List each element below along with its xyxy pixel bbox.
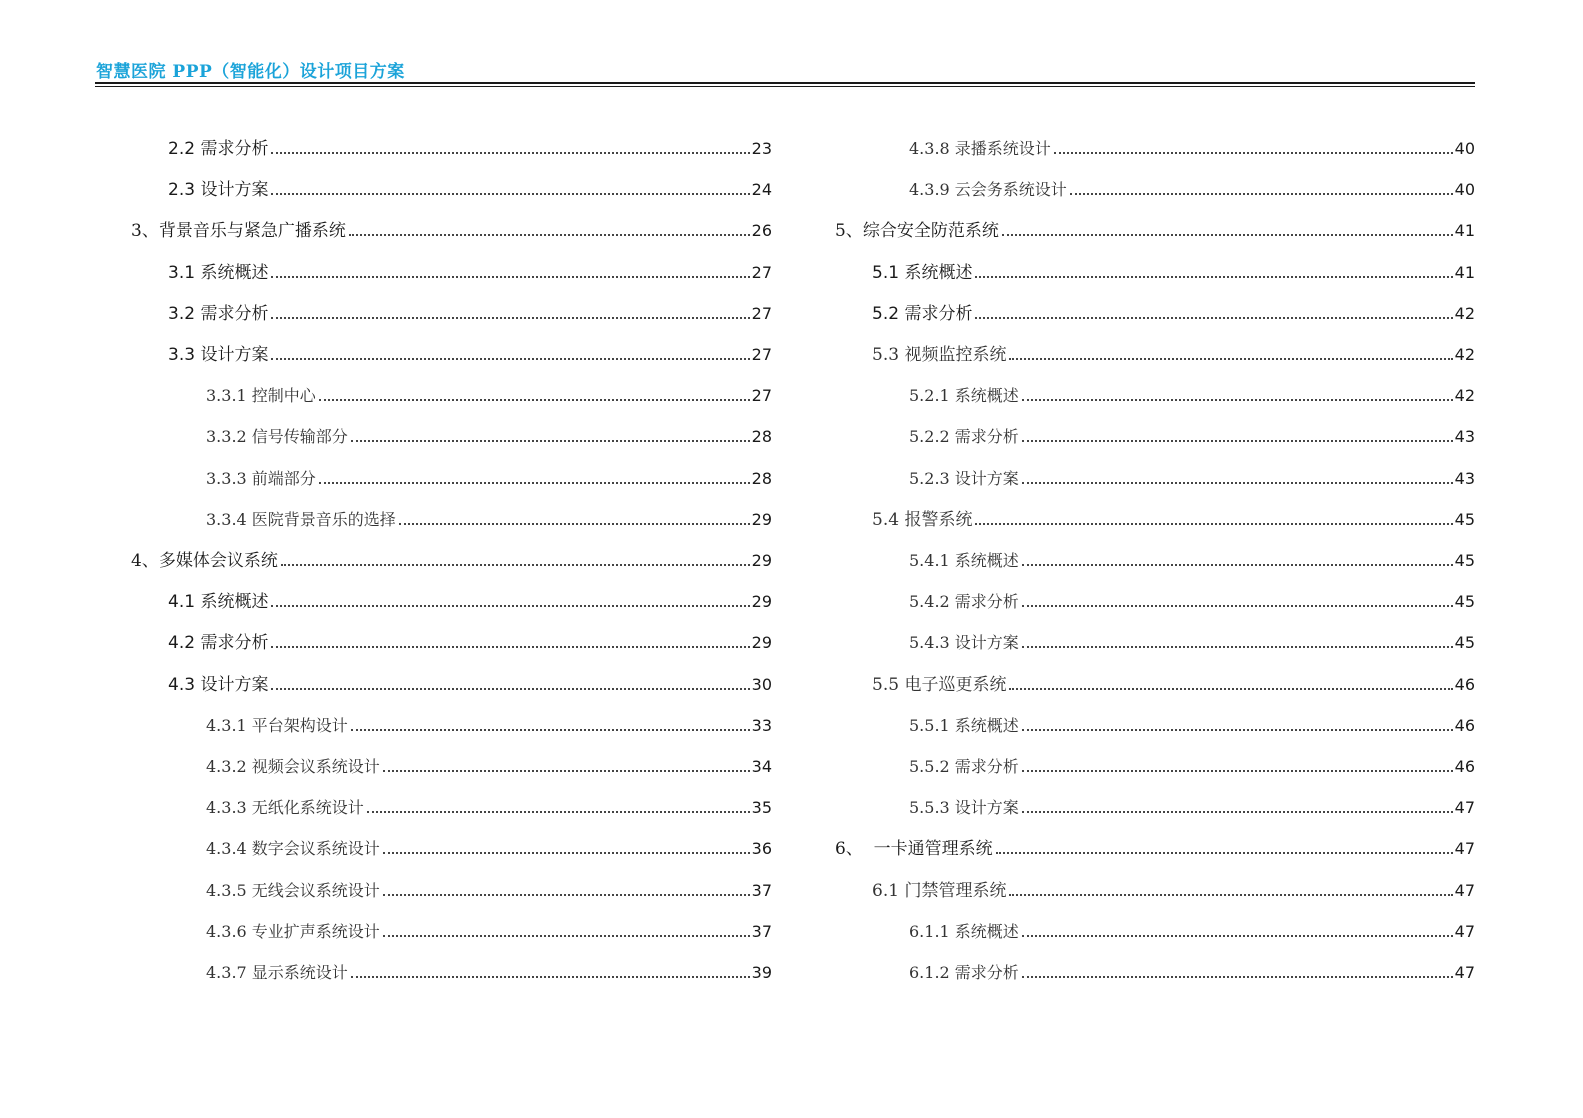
toc-page-number: 30 <box>751 674 772 694</box>
toc-entry-label: 4.3.3 无纸化系统设计 <box>206 798 364 818</box>
toc-page-number: 27 <box>751 345 772 364</box>
toc-dot-leader <box>351 976 750 978</box>
toc-page-number: 34 <box>751 757 772 776</box>
toc-page-number: 37 <box>751 880 772 900</box>
toc-entry[interactable] <box>909 530 1475 571</box>
toc-entry[interactable] <box>909 777 1475 818</box>
toc-entry-label: 4.3 设计方案 <box>168 674 269 695</box>
toc-dot-leader <box>367 811 750 813</box>
toc-entry-label: 2.3 设计方案 <box>168 180 269 201</box>
toc-dot-leader <box>383 852 750 854</box>
toc-entry[interactable] <box>206 942 772 983</box>
toc-entry[interactable] <box>168 324 772 365</box>
toc-entry[interactable] <box>206 448 772 489</box>
toc-dot-leader <box>271 317 749 319</box>
toc-dot-leader <box>271 152 749 154</box>
toc-entry[interactable] <box>168 571 772 612</box>
toc-entry-label: 3.3.4 医院背景音乐的选择 <box>206 509 396 529</box>
toc-entry-label: 5.5.2 需求分析 <box>909 757 1019 776</box>
toc-page-number: 28 <box>751 427 772 447</box>
toc-entry-label: 4、多媒体会议系统 <box>131 551 278 571</box>
toc-page-number: 33 <box>751 715 772 735</box>
toc-entry[interactable] <box>206 901 772 942</box>
toc-entry[interactable] <box>168 654 772 695</box>
toc-page-number: 27 <box>751 303 772 323</box>
toc-dot-leader <box>1022 399 1453 401</box>
toc-dot-leader <box>1022 564 1453 566</box>
toc-entry-label: 5.4.3 设计方案 <box>909 633 1019 653</box>
toc-entry-label: 5.3 视频监控系统 <box>872 345 1007 365</box>
toc-entry[interactable] <box>168 612 772 653</box>
toc-dot-leader <box>271 193 749 195</box>
toc-entry[interactable] <box>835 200 1475 241</box>
toc-page-number: 29 <box>751 592 772 612</box>
toc-page-number: 40 <box>1454 139 1475 158</box>
toc-entry-label: 3.1 系统概述 <box>168 262 269 283</box>
toc-entry-label: 5.4.2 需求分析 <box>909 592 1019 612</box>
toc-dot-leader <box>1022 605 1453 607</box>
toc-dot-leader <box>975 317 1452 319</box>
toc-page-number: 40 <box>1454 180 1475 200</box>
toc-entry[interactable] <box>206 818 772 859</box>
toc-page-number: 47 <box>1454 839 1475 859</box>
toc-entry-label: 5.4.1 系统概述 <box>909 551 1019 570</box>
toc-entry-label: 5.2.3 设计方案 <box>909 468 1019 488</box>
toc-page-number: 47 <box>1454 880 1475 900</box>
toc-entry[interactable] <box>909 695 1475 736</box>
toc-entry[interactable] <box>168 283 772 324</box>
toc-entry[interactable] <box>206 860 772 901</box>
toc-page-number: 47 <box>1454 798 1475 818</box>
toc-entry[interactable] <box>909 448 1475 489</box>
toc-page-number: 24 <box>751 180 772 200</box>
toc-entry[interactable] <box>131 530 772 571</box>
toc-page-number: 46 <box>1454 757 1475 776</box>
toc-dot-leader <box>1054 152 1453 154</box>
toc-entry-label: 5.2 需求分析 <box>872 303 973 324</box>
toc-entry[interactable] <box>206 736 772 777</box>
toc-page-number: 46 <box>1454 715 1475 735</box>
toc-dot-leader <box>271 605 749 607</box>
toc-entry-label: 4.2 需求分析 <box>168 633 269 654</box>
toc-entry-label: 6、 一卡通管理系统 <box>835 839 993 860</box>
toc-entry-label: 3.3 设计方案 <box>168 345 269 365</box>
toc-entry-label: 4.3.4 数字会议系统设计 <box>206 839 380 859</box>
toc-entry-label: 3.3.1 控制中心 <box>206 386 316 406</box>
toc-entry-label: 6.1 门禁管理系统 <box>872 880 1007 901</box>
toc-entry-label: 5、综合安全防范系统 <box>835 221 999 242</box>
toc-entry[interactable] <box>909 901 1475 942</box>
toc-entry[interactable] <box>168 242 772 283</box>
toc-dot-leader <box>351 440 750 442</box>
toc-entry[interactable] <box>872 489 1475 530</box>
toc-entry-label: 5.5.3 设计方案 <box>909 798 1019 818</box>
toc-entry[interactable] <box>872 860 1475 901</box>
toc-entry[interactable] <box>909 612 1475 653</box>
toc-dot-leader <box>975 523 1452 525</box>
toc-entry[interactable] <box>909 942 1475 983</box>
toc-dot-leader <box>1022 976 1453 978</box>
toc-page-number: 46 <box>1454 674 1475 694</box>
toc-page-number: 29 <box>751 551 772 570</box>
toc-dot-leader <box>1022 729 1453 731</box>
toc-entry-label: 4.3.9 云会务系统设计 <box>909 180 1067 200</box>
toc-entry[interactable] <box>909 571 1475 612</box>
toc-page-number: 26 <box>751 221 772 241</box>
toc-dot-leader <box>351 729 750 731</box>
toc-entry-label: 6.1.1 系统概述 <box>909 921 1019 941</box>
document-header-title: 智慧医院 PPP（智能化）设计项目方案 <box>96 62 405 82</box>
toc-dot-leader <box>319 482 750 484</box>
toc-entry[interactable] <box>131 200 772 241</box>
toc-dot-leader <box>271 646 749 648</box>
toc-dot-leader <box>1022 811 1453 813</box>
toc-entry-label: 3.3.3 前端部分 <box>206 468 316 488</box>
toc-dot-leader <box>349 234 750 236</box>
toc-page-number: 29 <box>751 633 772 653</box>
toc-page-number: 36 <box>751 839 772 859</box>
toc-page-number: 45 <box>1454 551 1475 570</box>
toc-entry[interactable] <box>909 159 1475 200</box>
toc-entry[interactable] <box>206 365 772 406</box>
toc-entry-label: 3、背景音乐与紧急广播系统 <box>131 221 346 242</box>
toc-entry[interactable] <box>835 818 1475 859</box>
toc-entry-label: 5.5.1 系统概述 <box>909 715 1019 735</box>
toc-dot-leader <box>975 276 1452 278</box>
toc-page-number: 43 <box>1454 468 1475 488</box>
toc-dot-leader <box>1002 234 1453 236</box>
toc-entry[interactable] <box>168 118 772 159</box>
toc-entry[interactable] <box>872 242 1475 283</box>
toc-page-number: 39 <box>751 963 772 982</box>
toc-entry[interactable] <box>872 654 1475 695</box>
toc-entry[interactable] <box>909 118 1475 159</box>
toc-entry-label: 5.1 系统概述 <box>872 262 973 283</box>
toc-entry[interactable] <box>206 489 772 530</box>
toc-dot-leader <box>1070 193 1453 195</box>
toc-dot-leader <box>1022 482 1453 484</box>
toc-entry-label: 5.2.1 系统概述 <box>909 386 1019 406</box>
toc-entry[interactable] <box>872 283 1475 324</box>
toc-dot-leader <box>996 852 1453 854</box>
toc-page-number: 41 <box>1454 221 1475 241</box>
toc-page-number: 47 <box>1454 963 1475 982</box>
toc-page-number: 47 <box>1454 921 1475 941</box>
toc-entry-label: 3.2 需求分析 <box>168 303 269 324</box>
toc-page-number: 29 <box>751 509 772 529</box>
toc-dot-leader <box>281 564 750 566</box>
toc-entry-label: 4.3.2 视频会议系统设计 <box>206 757 380 776</box>
toc-entry-label: 3.3.2 信号传输部分 <box>206 427 348 447</box>
toc-entry-label: 6.1.2 需求分析 <box>909 963 1019 982</box>
toc-dot-leader <box>1022 770 1453 772</box>
toc-entry[interactable] <box>909 406 1475 447</box>
toc-page-number: 23 <box>751 139 772 158</box>
toc-page-number: 35 <box>751 798 772 818</box>
toc-page-number: 45 <box>1454 509 1475 529</box>
toc-entry-label: 5.4 报警系统 <box>872 509 973 530</box>
toc-dot-leader <box>383 894 750 896</box>
toc-entry-label: 5.2.2 需求分析 <box>909 427 1019 447</box>
toc-dot-leader <box>271 358 749 360</box>
toc-entry-label: 2.2 需求分析 <box>168 139 269 159</box>
toc-dot-leader <box>1022 935 1453 937</box>
toc-page-number: 45 <box>1454 633 1475 653</box>
toc-entry[interactable] <box>206 695 772 736</box>
toc-entry-label: 4.3.5 无线会议系统设计 <box>206 880 380 900</box>
toc-dot-leader <box>383 935 750 937</box>
toc-page-number: 27 <box>751 386 772 406</box>
toc-entry-label: 4.3.7 显示系统设计 <box>206 963 348 982</box>
toc-page-number: 41 <box>1454 262 1475 282</box>
toc-dot-leader <box>271 688 749 690</box>
toc-dot-leader <box>383 770 750 772</box>
toc-entry[interactable] <box>909 736 1475 777</box>
toc-page-number: 42 <box>1454 303 1475 323</box>
toc-entry[interactable] <box>206 406 772 447</box>
toc-entry-label: 4.3.8 录播系统设计 <box>909 139 1051 158</box>
toc-entry[interactable] <box>909 365 1475 406</box>
toc-dot-leader <box>1022 440 1453 442</box>
toc-dot-leader <box>271 276 749 278</box>
toc-page-number: 43 <box>1454 427 1475 447</box>
toc-dot-leader <box>1009 688 1452 690</box>
toc-entry-label: 4.3.1 平台架构设计 <box>206 715 348 735</box>
toc-dot-leader <box>1009 894 1452 896</box>
toc-entry-label: 5.5 电子巡更系统 <box>872 674 1007 695</box>
toc-dot-leader <box>399 523 750 525</box>
toc-page-number: 28 <box>751 468 772 488</box>
header-rule-thin <box>95 86 1475 87</box>
header-rule-thick <box>95 82 1475 84</box>
toc-entry-label: 4.3.6 专业扩声系统设计 <box>206 921 380 941</box>
toc-page-number: 45 <box>1454 592 1475 612</box>
toc-entry[interactable] <box>168 159 772 200</box>
toc-entry-label: 4.1 系统概述 <box>168 592 269 613</box>
toc-page-number: 42 <box>1454 386 1475 406</box>
toc-page-number: 42 <box>1454 345 1475 364</box>
toc-entry[interactable] <box>206 777 772 818</box>
toc-dot-leader <box>319 399 750 401</box>
toc-page-number: 37 <box>751 921 772 941</box>
toc-entry[interactable] <box>872 324 1475 365</box>
toc-dot-leader <box>1022 646 1453 648</box>
toc-dot-leader <box>1009 358 1452 360</box>
toc-page-number: 27 <box>751 262 772 282</box>
